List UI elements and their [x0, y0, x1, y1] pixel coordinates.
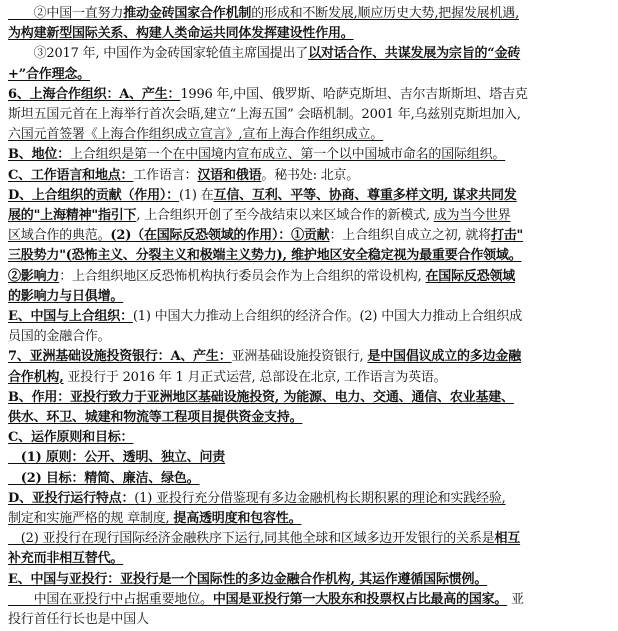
text-segment: 合作机构, — [8, 369, 64, 385]
text-segment: 的形成和不断发展,顺应历史大势,把握发展机遇, — [251, 6, 520, 21]
text-line — [8, 610, 611, 630]
text-segment: 的影响力与日俱增。 — [8, 288, 124, 304]
text-segment: 在国际反恐领域 — [425, 268, 516, 284]
text-segment: 供水、环卫、城建和物流等工程项目提供资金支持。 — [8, 410, 303, 425]
text-segment: 投行首任行长也是中国人 — [8, 612, 149, 627]
text-segment: 亚投行于 2016 年 1 月正式运营, 总部设在北京, 工作语言为英语。 — [63, 369, 447, 385]
text-line — [8, 388, 611, 408]
text-segment: B、地位： — [8, 147, 70, 163]
text-segment: 以对话合作、共谋发展为宗旨的“金砖 — [308, 46, 521, 62]
text-segment: 六国元首签署《上海合作组织成立宣言》,宣布上海合作组织成立。 — [8, 127, 384, 143]
text-line — [8, 327, 611, 347]
text-segment: (2) 目标：精简、廉洁、绿色。 — [8, 470, 200, 486]
text-segment: D、亚投行运行特点： — [8, 490, 135, 506]
text-segment: 推动金砖国家合作机制 — [123, 6, 252, 21]
text-segment: (1) 亚投行充分借鉴现有多边金融机构长期积累的理论和实践经验, — [134, 490, 506, 506]
text-segment: ：上合组织自成立之初, 就将 — [329, 228, 491, 244]
text-line — [8, 125, 611, 145]
text-segment: 1996 年,中国、俄罗斯、哈萨克斯坦、吉尔吉斯斯坦、塔吉克 — [180, 86, 528, 102]
text-segment: 6、上海合作组织：A、产生： — [8, 86, 181, 102]
text-segment: ：上合组织地区反恐怖机构执行委员会作为上合组织的常设机构, — [59, 268, 426, 284]
text-segment: 7、亚洲基础设施投资银行：A、产生： — [8, 349, 232, 365]
text-segment: 区域合作的典范。 — [8, 228, 111, 244]
text-segment: 亚洲基础设施投资银行, — [231, 349, 368, 365]
text-segment: 提高透明度和包容性。 — [173, 511, 302, 526]
text-segment: 展的"上海精神"指引下 — [8, 208, 137, 223]
text-segment: (1) 原则：公开、透明、独立、问责 — [8, 450, 226, 466]
text-segment: 三股势力"(恐怖主义、分裂主义和极端主义势力), 维护地区安全稳定视为最重要合作领域。 — [8, 248, 522, 264]
text-segment: B、作用：亚投行致力于亚洲地区基础设施投资, 为能源、电力、交通、通信、农业基建、 — [8, 389, 514, 405]
text-line — [8, 85, 611, 105]
text-segment: E、中国与上合组织： — [8, 309, 133, 324]
text-segment: 为构建新型国际关系、构建人类命运共同体发挥建设性作用。 — [8, 26, 354, 42]
text-line — [8, 226, 611, 246]
text-line — [8, 347, 611, 367]
text-segment: E、中国与亚投行：亚投行是一个国际性的多边金融合作机构, 其运作遵循国际惯例。 — [8, 571, 488, 587]
text-segment: 上合组织是第一个在中国境内宣布成立、第一个以中国城市命名的国际组织。 — [70, 147, 506, 163]
text-segment: (1) 中国大力推动上合组织的经济合作。(2) 中国大力推动上合组织成 — [132, 309, 523, 324]
text-line — [8, 428, 611, 448]
text-segment: , 上合组织开创了至今战结束以来区域合作的新模式, — [136, 208, 434, 223]
text-line — [8, 287, 611, 307]
text-line — [8, 267, 611, 287]
text-line — [8, 145, 611, 165]
text-line — [8, 4, 611, 24]
text-segment: 亚 — [507, 591, 524, 607]
text-segment: D、上合组织的贡献（作用）： — [8, 187, 179, 203]
text-line — [8, 246, 611, 266]
text-line — [8, 408, 611, 428]
text-segment: ②中国一直努力 — [8, 6, 124, 21]
text-line — [8, 44, 611, 64]
text-line — [8, 186, 611, 206]
text-line — [8, 570, 611, 590]
text-line — [8, 489, 611, 509]
text-segment: 补充而非相互替代。 — [8, 551, 124, 567]
text-line — [8, 307, 611, 327]
text-line — [8, 590, 611, 610]
text-line — [8, 206, 611, 226]
text-segment: 汉语和俄语 — [197, 167, 262, 183]
text-segment: ②影响力 — [8, 268, 60, 284]
text-segment: (2)（在国际反恐领域的作用）： — [110, 228, 292, 244]
text-segment: (2) 亚投行在现行国际经济金融秩序下运行,同其他全球和区域多边开发银行的关系是 — [8, 531, 495, 547]
text-segment: +”合作理念。 — [8, 66, 90, 82]
text-line — [8, 469, 611, 489]
text-line — [8, 448, 611, 468]
text-line — [8, 65, 611, 85]
text-segment: (1) 在 — [178, 187, 214, 203]
text-segment: ①贡献 — [291, 228, 330, 244]
text-segment: 员国的金融合作。 — [8, 329, 111, 345]
text-line — [8, 368, 611, 388]
text-line — [8, 24, 611, 44]
text-segment: 中国是亚投行第一大股东和投票权占比最高的国家。 — [212, 591, 508, 607]
text-line — [8, 549, 611, 569]
text-line — [8, 509, 611, 529]
text-segment: 打击" — [490, 228, 524, 244]
text-line — [8, 166, 611, 186]
text-segment: 制定和实施严格的规 章制度, — [8, 511, 174, 526]
text-segment: 是中国倡议成立的多边金融 — [367, 349, 522, 365]
text-segment: C、工作语言和地点： — [8, 167, 134, 183]
text-segment: 成为当今世界 — [433, 208, 511, 223]
text-line — [8, 105, 611, 125]
text-segment: 。秘书处: 北京。 — [261, 167, 360, 183]
text-segment: C、运作原则和目标： — [8, 430, 134, 446]
text-segment: 相互 — [494, 531, 521, 547]
text-segment: 工作语言： — [133, 167, 198, 183]
text-segment: 互信、互利、平等、协商、尊重多样文明, 谋求共同发 — [213, 187, 517, 203]
text-line — [8, 529, 611, 549]
text-segment: 中国在亚投行中占据重要地位。 — [8, 591, 213, 607]
text-segment: ③2017 年, 中国作为金砖国家轮值主席国提出了 — [8, 46, 309, 62]
text-segment: 斯坦五国元首在上海举行首次会晤,建立“上海五国” 会晤机制。2001 年,乌兹别克斯坦加入, — [8, 107, 521, 122]
